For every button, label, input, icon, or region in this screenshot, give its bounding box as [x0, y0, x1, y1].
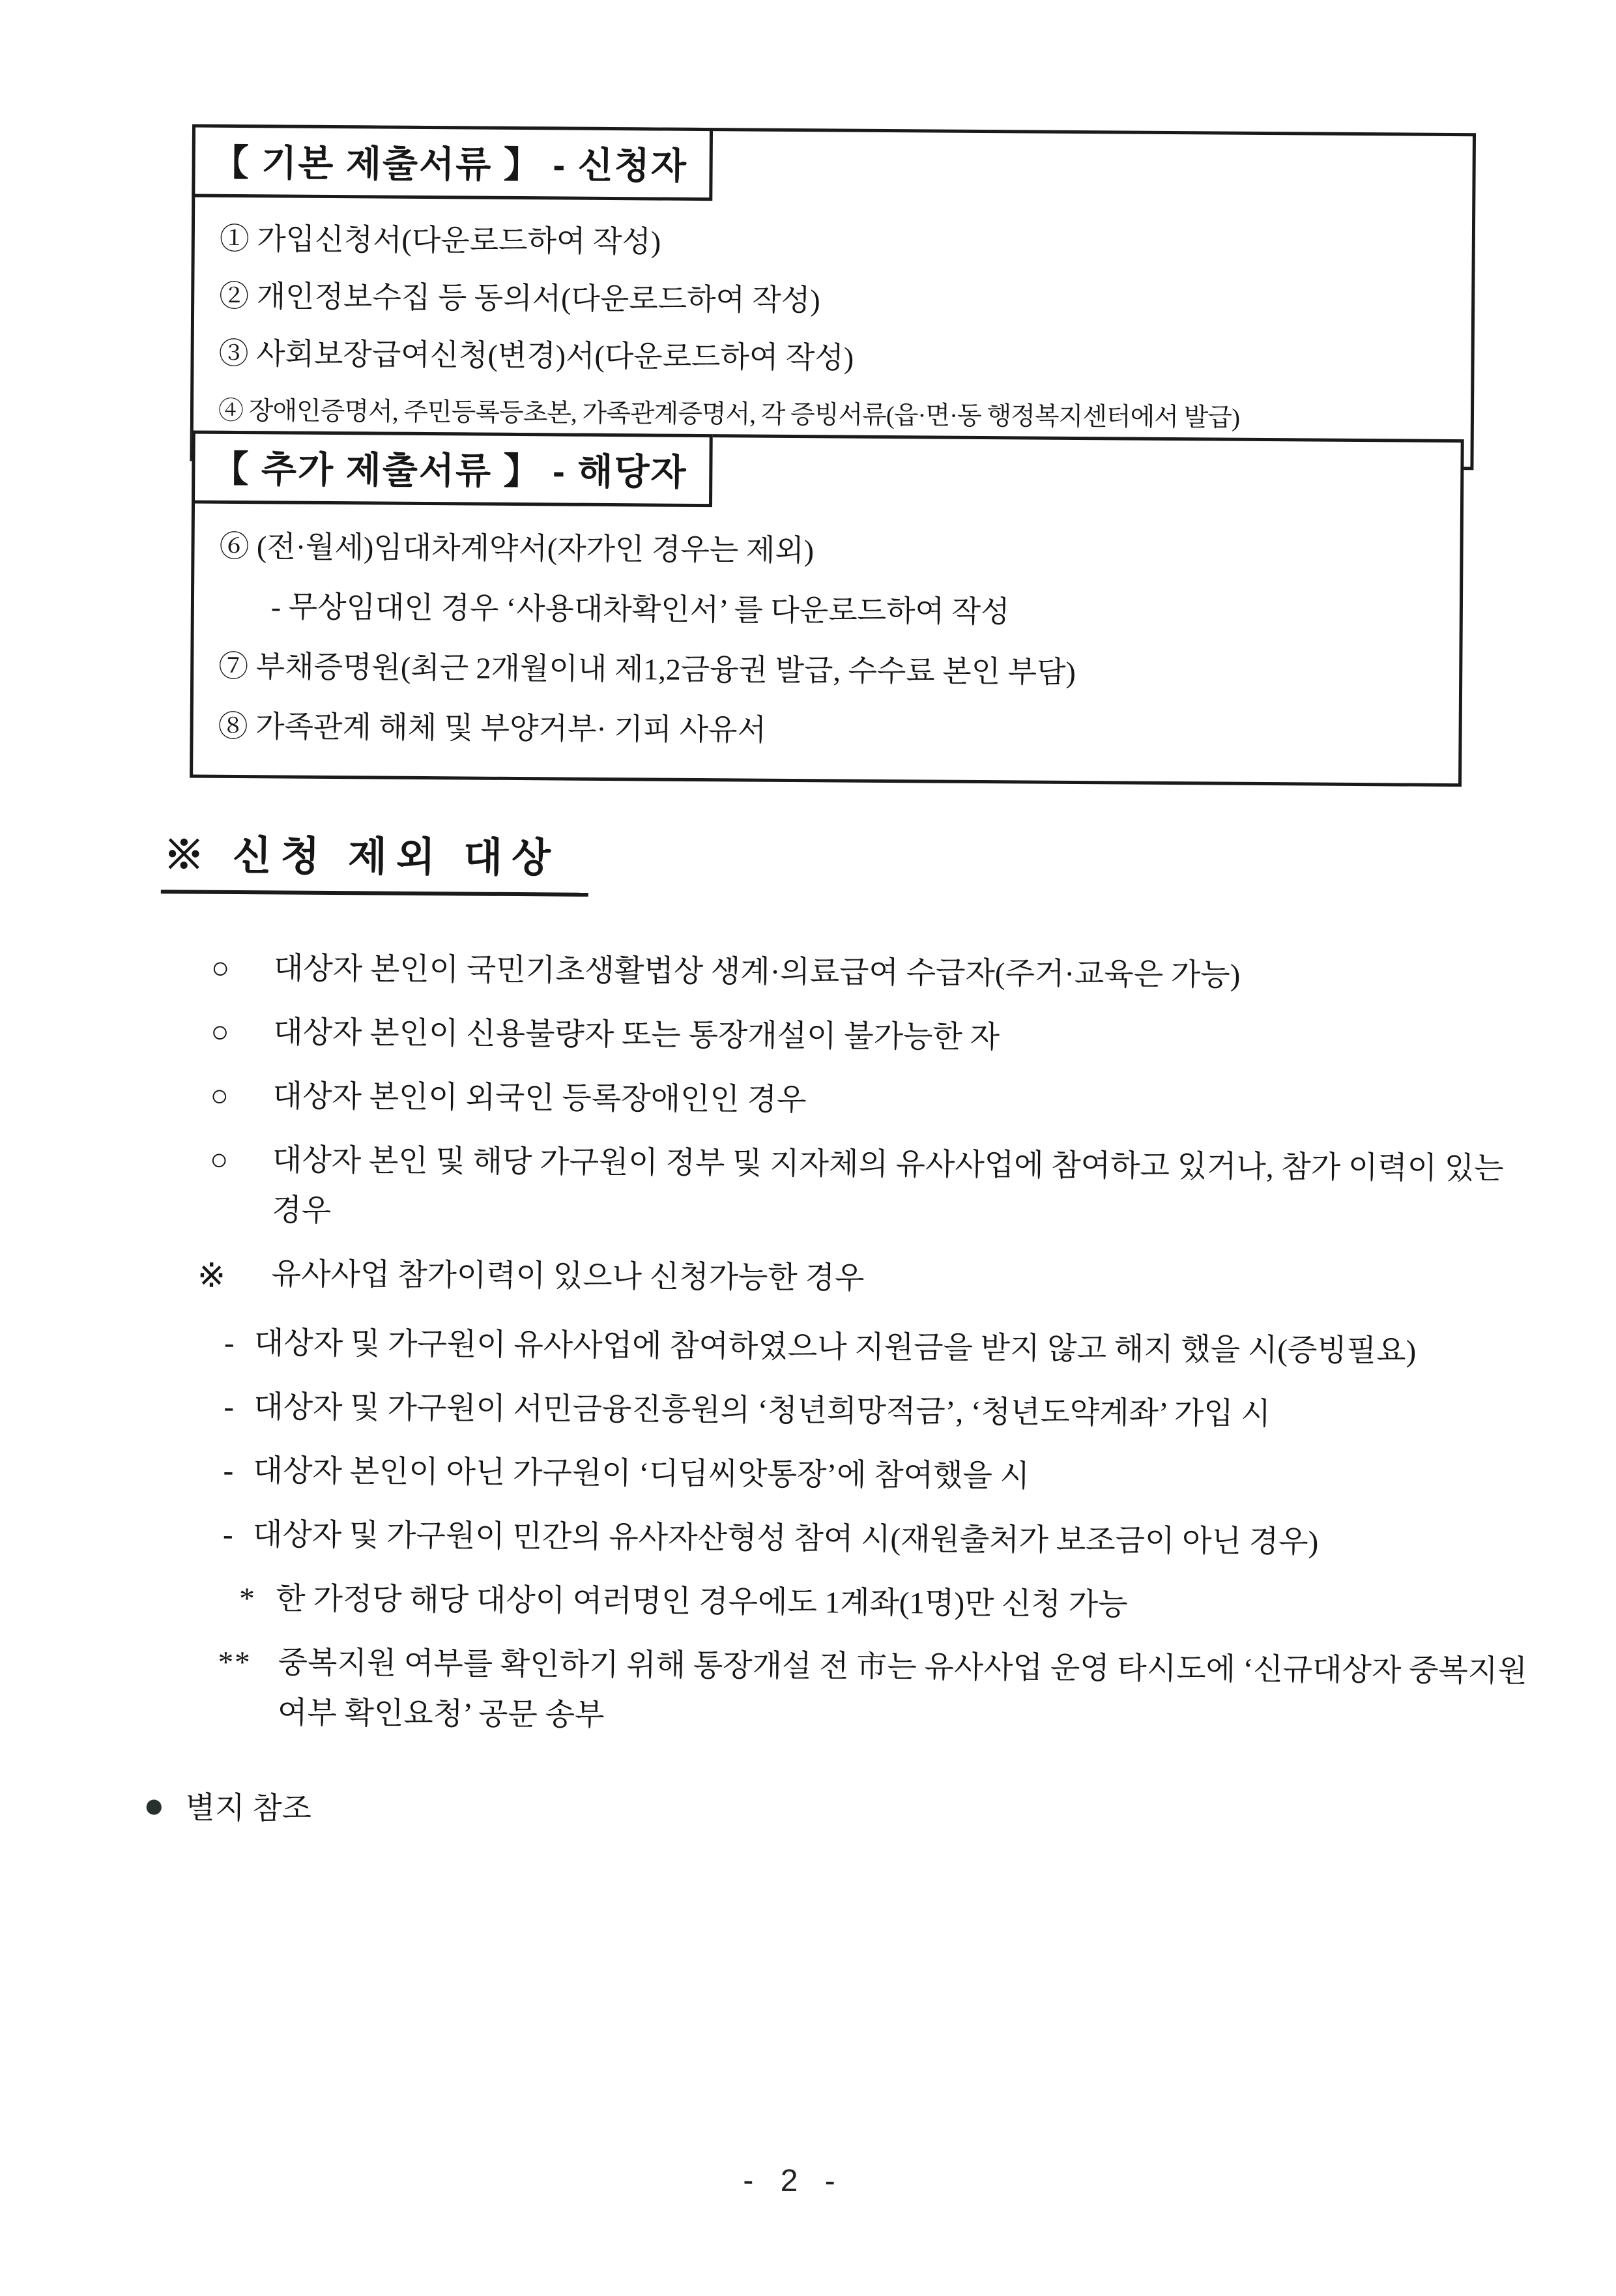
list-item	[155, 1638, 1531, 1747]
list-item-text: 대상자 본인 및 해당 가구원이 정부 및 지자체의 유사사업에 참여하고 있거나, 참가 이력이 있는 경우	[272, 1143, 1504, 1228]
double-asterisk-bullet-icon: **	[218, 1646, 252, 1680]
dash-bullet-icon: -	[224, 1326, 235, 1360]
exclusion-list	[155, 943, 1535, 1746]
list-item	[158, 1249, 1533, 1313]
circle-bullet-icon: ○	[210, 1079, 229, 1114]
list-item-text: 대상자 본인이 신용불량자 또는 통장개설이 불가능한 자	[273, 1015, 1000, 1055]
list-item	[157, 1382, 1532, 1441]
list-item-text: 중복지원 여부를 확인하기 위해 통장개설 전 市는 유사사업 운영 타시도에 ‘신규대상자 중복지원여부 확인요청’ 공문 송부	[277, 1646, 1527, 1732]
list-item	[156, 1446, 1531, 1505]
circle-bullet-icon: ○	[209, 1143, 229, 1178]
attachment-note	[143, 1783, 311, 1828]
circle-bullet-icon: ○	[210, 951, 230, 985]
basic-documents-list	[193, 197, 1472, 467]
list-item-text: 유사사업 참가이력이 있으나 신청가능한 경우	[271, 1257, 865, 1296]
list-item	[158, 1318, 1533, 1377]
additional-documents-box	[190, 431, 1464, 787]
basic-documents-box	[190, 124, 1476, 471]
list-item: ① 가입신청서(다운로드하여 작성)	[219, 222, 661, 259]
list-item: ⑧ 가족관계 해체 및 부양거부· 기피 사유서	[218, 709, 767, 747]
reference-mark-icon: ※	[197, 1257, 226, 1295]
page-number: - 2 -	[743, 2163, 844, 2199]
list-item	[156, 1509, 1531, 1569]
list-item-text: 대상자 본인이 아닌 가구원이 ‘디딤씨앗통장’에 참여했을 시	[253, 1454, 1030, 1494]
list-item	[160, 943, 1535, 1002]
list-item: ③ 사회보장급여신청(변경)서(다운로드하여 작성)	[218, 336, 854, 375]
list-subitem: - 무상임대인 경우 ‘사용대차확인서’ 를 다운로드하여 작성	[270, 590, 1010, 629]
exclusion-section	[155, 822, 1537, 1760]
dash-bullet-icon: -	[222, 1518, 233, 1552]
list-item	[156, 1574, 1531, 1633]
list-item	[158, 1135, 1534, 1244]
list-item: ⑦ 부채증명원(최근 2개월이내 제1,2금융권 발급, 수수료 본인 부담)	[218, 649, 1076, 690]
filled-circle-bullet-icon: ●	[143, 1785, 165, 1825]
attachment-note-text: 별지 참조	[185, 1791, 312, 1826]
list-item: ④ 장애인증명서, 주민등록등초본, 가족관계증명서, 각 증빙서류(읍·면·동 행정복지센터에서 발급)	[218, 396, 1240, 432]
list-item	[160, 1007, 1535, 1066]
list-item: ⑥ (전·월세)임대차계약서(자가인 경우는 제외)	[219, 529, 815, 568]
list-item	[159, 1071, 1534, 1130]
list-item-text: 한 가정당 해당 대상이 여러명인 경우에도 1계좌(1명)만 신청 가능	[276, 1582, 1128, 1622]
list-item-text: 대상자 본인이 외국인 등록장애인인 경우	[272, 1079, 807, 1118]
circle-bullet-icon: ○	[210, 1015, 229, 1050]
dash-bullet-icon: -	[223, 1454, 234, 1489]
dash-bullet-icon: -	[224, 1389, 235, 1425]
list-item-text: 대상자 및 가구원이 유사사업에 참여하였으나 지원금을 받지 않고 해지 했을 시(증빙필요)	[253, 1326, 1417, 1369]
basic-documents-header: 【 기본 제출서류 】 - 신청자	[192, 124, 713, 201]
list-item-text: 대상자 및 가구원이 민간의 유사자산형성 참여 시(재원출처가 보조금이 아닌 경우)	[252, 1518, 1319, 1560]
list-item-text: 대상자 및 가구원이 서민금융진흥원의 ‘청년희망적금’, ‘청년도약계좌’ 가입 시	[253, 1390, 1271, 1432]
additional-documents-header: 【 추가 제출서류 】 - 해당자	[192, 431, 713, 508]
asterisk-bullet-icon: *	[239, 1582, 255, 1616]
list-item-text: 대상자 본인이 국민기초생활법상 생계·의료급여 수급자(주거·교육은 가능)	[273, 952, 1241, 993]
additional-documents-list	[193, 504, 1460, 784]
exclusion-title: ※ 신청 제외 대상	[161, 822, 589, 897]
list-item: ② 개인정보수집 등 동의서(다운로드하여 작성)	[219, 279, 820, 317]
